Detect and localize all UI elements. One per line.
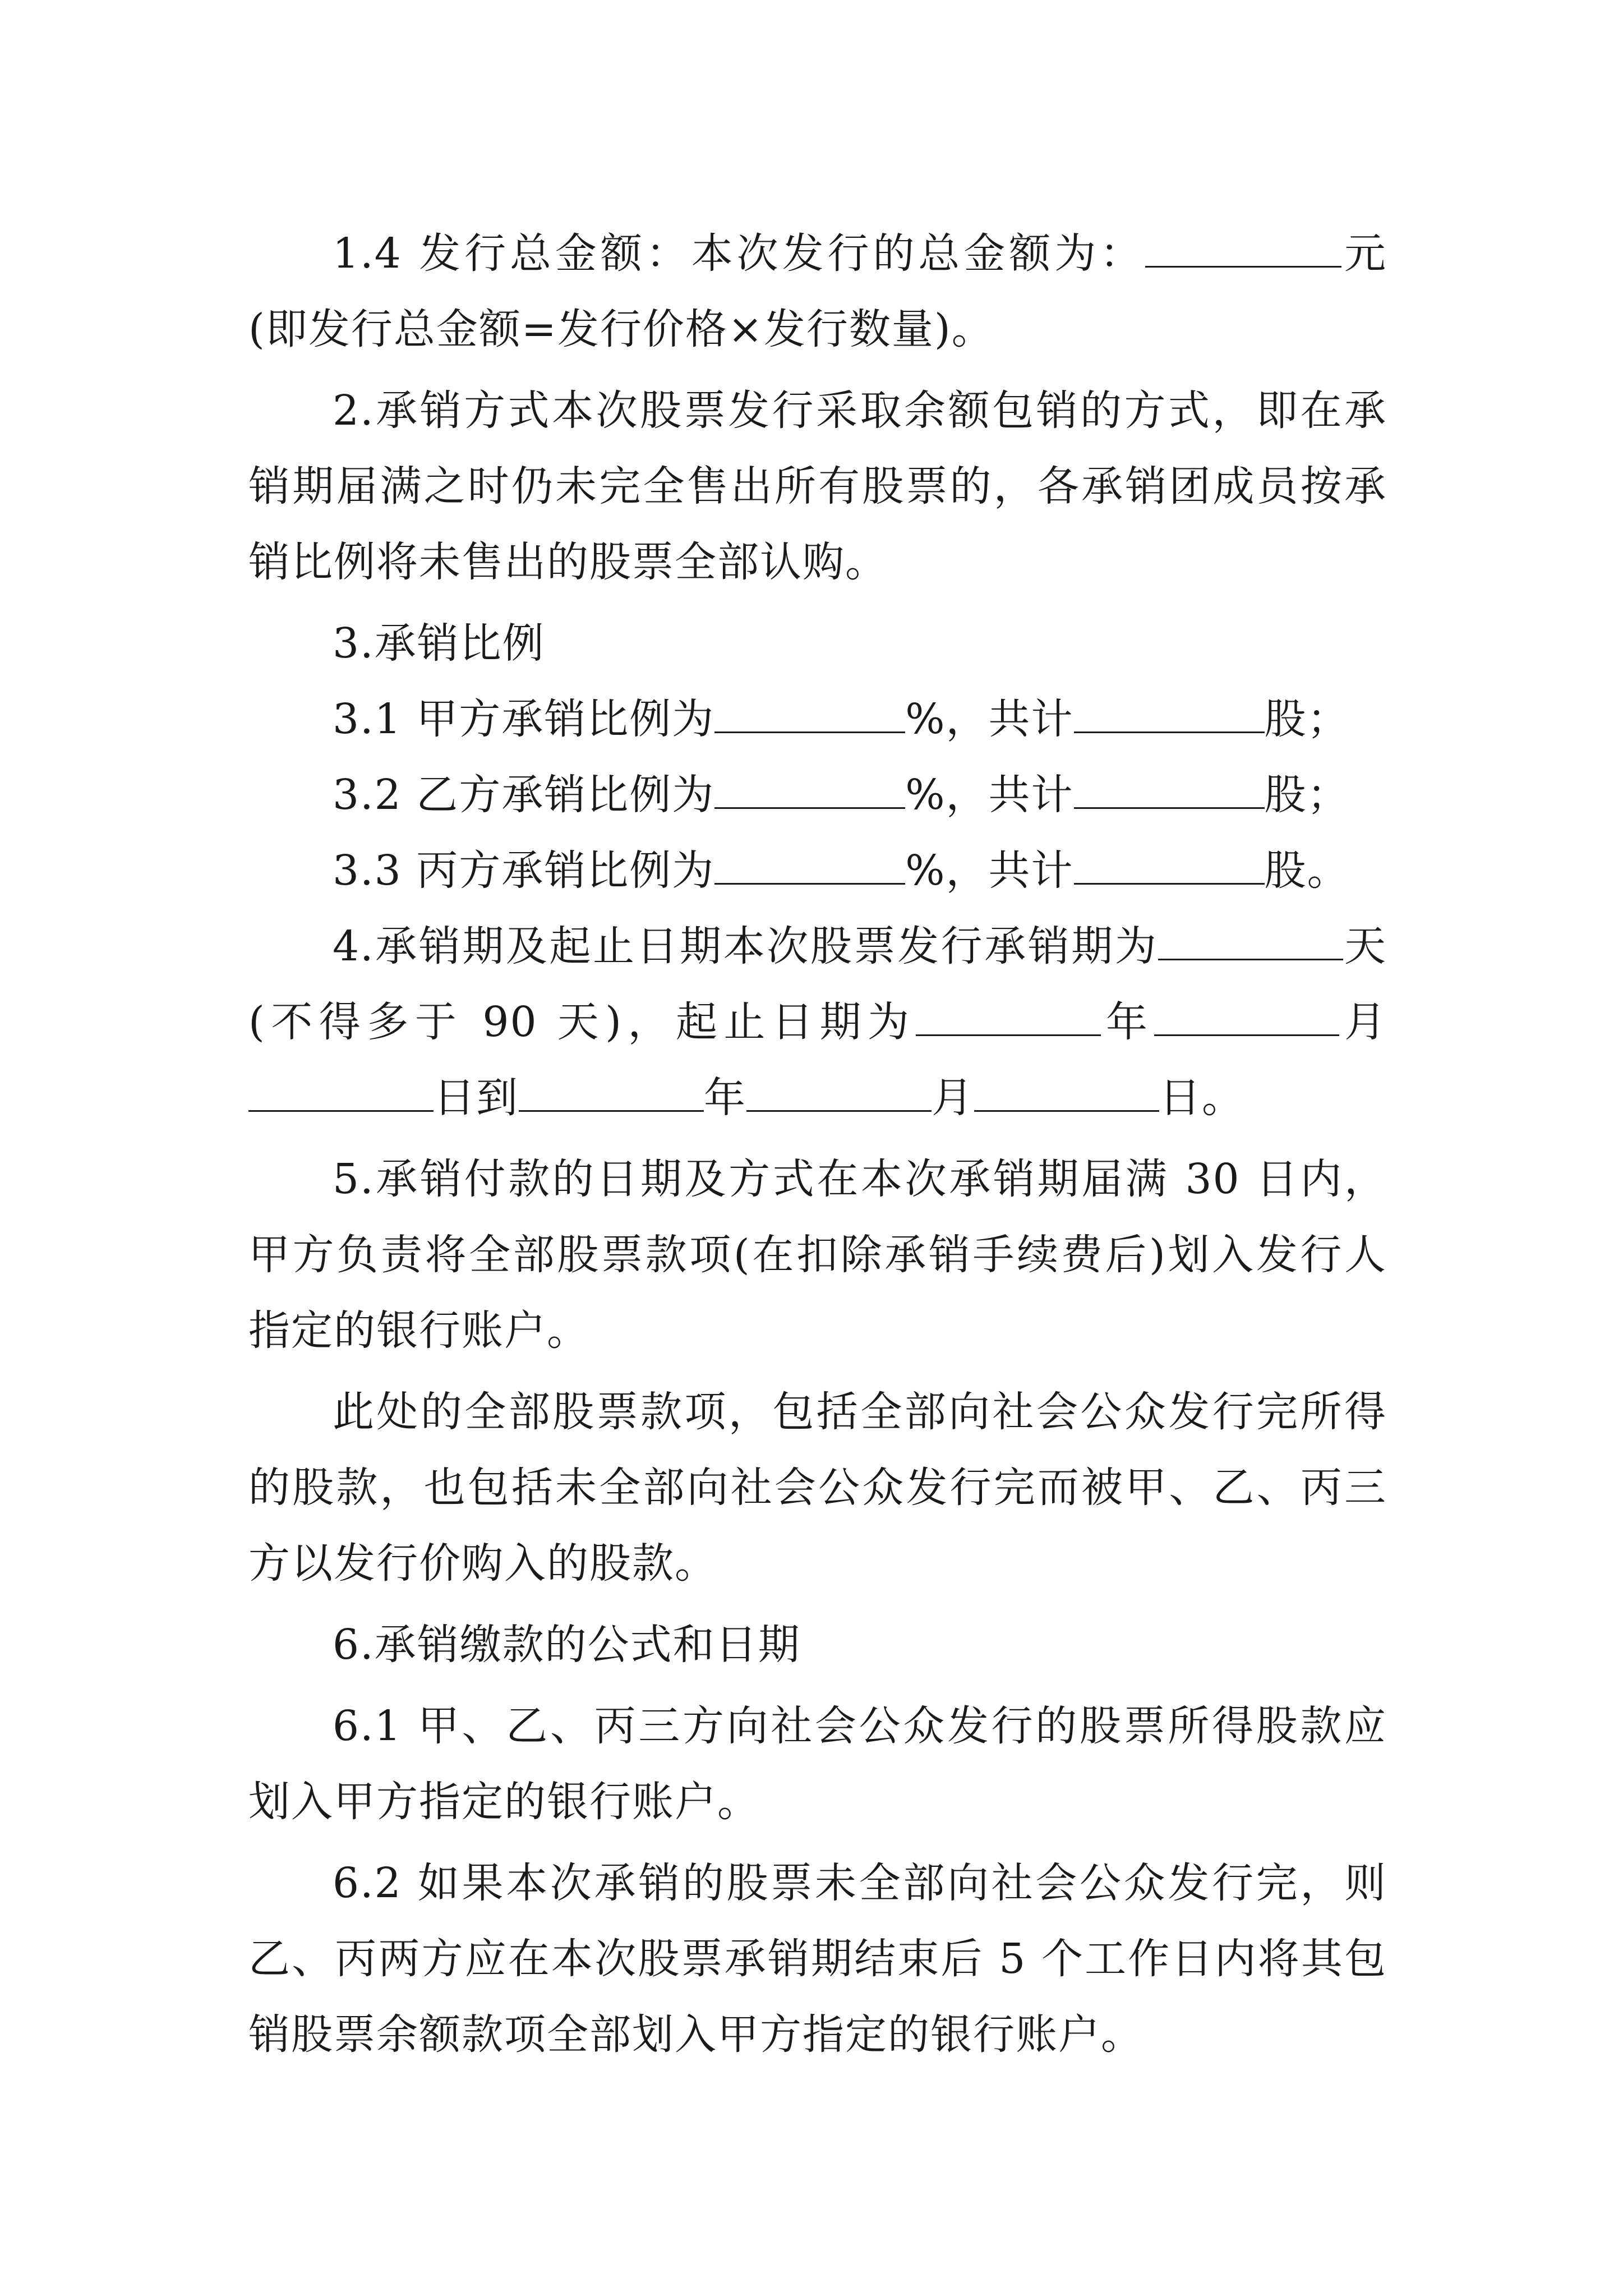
clause-3-1 <box>248 682 1387 757</box>
blank-start-day[interactable] <box>248 1074 434 1112</box>
clause-6-2: 6.2 如果本次承销的股票未全部向社会公众发行完，则乙、丙两方应在本次股票承销期结束后 5 个工作日内将其包销股票余额款项全部划入甲方指定的银行账户。 <box>248 1859 1387 2059</box>
clause-3-2 <box>248 757 1387 833</box>
clause-4-text-e: 日到 <box>434 1074 519 1122</box>
blank-party-b-ratio[interactable] <box>714 771 905 809</box>
blank-end-day[interactable] <box>974 1074 1159 1112</box>
blank-party-b-shares[interactable] <box>1074 771 1265 809</box>
clause-4-text-f: 年 <box>704 1074 746 1122</box>
clause-3-3 <box>248 833 1387 909</box>
clause-3-1-text-a: 3.1 甲方承销比例为 <box>333 695 715 743</box>
clause-5: 5.承销付款的日期及方式在本次承销期届满 30 日内，甲方负责将全部股票款项(在扣除承销手续费后)划入发行人指定的银行账户。 <box>248 1155 1387 1355</box>
clause-5-note: 此处的全部股票款项，包括全部向社会公众发行完所得的股款，也包括未全部向社会公众发行完而被甲、乙、丙三方以发行价购入的股款。 <box>248 1388 1387 1588</box>
blank-party-c-shares[interactable] <box>1074 847 1265 885</box>
blank-total-amount[interactable] <box>1145 230 1341 268</box>
blank-end-month[interactable] <box>746 1074 932 1112</box>
clause-3-2-text-a: 3.2 乙方承销比例为 <box>333 771 715 819</box>
clause-1-4 <box>248 216 1387 367</box>
blank-party-a-shares[interactable] <box>1074 696 1265 733</box>
clause-6-1: 6.1 甲、乙、丙三方向社会公众发行的股票所得股款应划入甲方指定的银行账户。 <box>248 1702 1387 1826</box>
clause-4-text-b: 天(不得多于 90 天)，起止日期为 <box>248 922 1387 1046</box>
clause-1-4-text-b: 元(即发行总金额=发行价格×发行数量)。 <box>248 229 1387 353</box>
blank-period-days[interactable] <box>1158 923 1343 960</box>
clause-3-2-text-b: %，共计 <box>905 771 1074 819</box>
blank-start-month[interactable] <box>1154 999 1339 1036</box>
clause-3-2-text-c: 股； <box>1264 771 1350 819</box>
blank-end-year[interactable] <box>519 1074 704 1112</box>
clause-3-3-text-a: 3.3 丙方承销比例为 <box>333 846 715 895</box>
clause-3-1-text-b: %，共计 <box>905 695 1074 743</box>
blank-party-c-ratio[interactable] <box>714 847 905 885</box>
clause-6-heading: 6.承销缴款的公式和日期 <box>333 1621 801 1669</box>
blank-start-year[interactable] <box>916 999 1101 1036</box>
clause-4 <box>248 909 1387 1136</box>
document-body <box>248 216 1387 2073</box>
clause-3-3-text-b: %，共计 <box>905 846 1074 895</box>
clause-4-text-c: 年 <box>1100 998 1154 1046</box>
clause-4-text-h: 日。 <box>1159 1074 1244 1122</box>
clause-1-4-text-a: 1.4 发行总金额：本次发行的总金额为： <box>333 229 1146 278</box>
clause-3-heading: 3.承销比例 <box>333 619 545 668</box>
clause-3-3-text-c: 股。 <box>1264 846 1350 895</box>
clause-2: 2.承销方式本次股票发行采取余额包销的方式，即在承销期届满之时仍未完全售出所有股票的，各承销团成员按承销比例将未售出的股票全部认购。 <box>248 386 1387 586</box>
clause-4-text-a: 4.承销期及起止日期本次股票发行承销期为 <box>333 922 1159 970</box>
blank-party-a-ratio[interactable] <box>714 696 905 733</box>
clause-3-1-text-c: 股； <box>1264 695 1350 743</box>
clause-4-text-g: 月 <box>932 1074 974 1122</box>
clause-4-text-d: 月 <box>1339 998 1387 1046</box>
